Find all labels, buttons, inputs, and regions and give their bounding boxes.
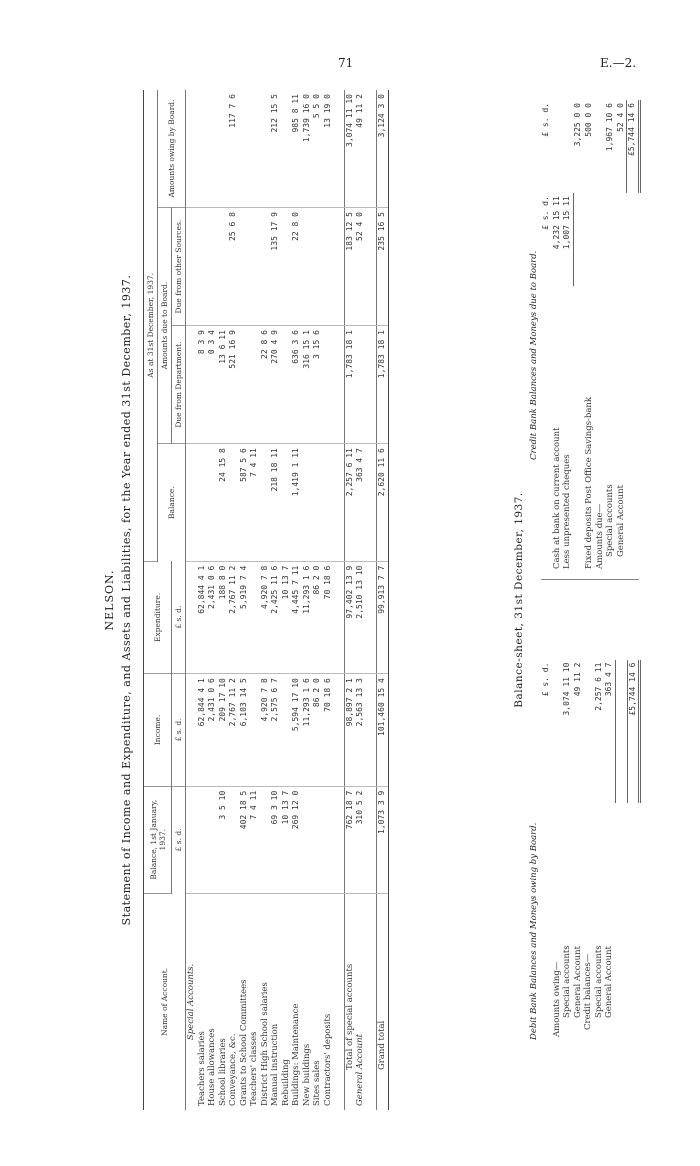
col-expenditure: Expenditure. (144, 561, 172, 674)
statement-title: Statement of Income and Expenditure, and Assets and Liabilities, for the Year ended 31st December, 1937. (120, 274, 133, 926)
owing-general-label: General Account (572, 945, 583, 1018)
cell-other (249, 208, 260, 326)
cell-dept: 1,783 18 1 (344, 326, 355, 444)
debit-table (541, 645, 641, 1040)
cell-owing (281, 90, 292, 208)
col-owing: Amounts owing by Board. (158, 90, 186, 208)
cell-owing: 985 8 11 (291, 90, 302, 208)
unit-label-r2: £ s. d. (541, 103, 550, 137)
cell-balance: 2,257 6 11 (344, 444, 355, 562)
table-row (302, 90, 313, 1110)
table-row (218, 90, 229, 1110)
account-name: Teachers salaries (196, 1031, 207, 1106)
account-name: Conveyance, &c. (228, 1033, 238, 1106)
owing-special-label: Special accounts (562, 945, 572, 1018)
cell-bal: 7 4 11 (249, 786, 260, 893)
fixed-value: 500 0 0 (584, 103, 593, 137)
account-name: Buildings: Maintenance (291, 1003, 301, 1106)
cell-inc: 70 18 6 (323, 674, 334, 787)
account-name: Rebuilding (280, 1059, 291, 1106)
cell-dept (355, 326, 366, 444)
cell-exp: 5,919 7 4 (239, 561, 250, 674)
credit-special-value: 2,257 6 11 (593, 662, 603, 711)
cell-bal: 10 13 7 (281, 786, 292, 893)
cell-inc: 209 17 10 (218, 674, 229, 787)
account-name: Contractors' deposits (322, 1013, 333, 1106)
cell-owing (260, 90, 271, 208)
debit-total: £5,744 14 6 (627, 660, 640, 803)
account-name: Sites sales (312, 1060, 322, 1106)
account-name: General Account (355, 1033, 365, 1106)
cell-balance (207, 444, 218, 562)
credit-table (541, 100, 641, 580)
col-as-at: As at 31st December, 1937. (144, 90, 158, 561)
account-name: New buildings (301, 1043, 312, 1106)
cell-dept (249, 326, 260, 444)
cell-exp: 70 18 6 (323, 561, 334, 674)
cell-other: 22 8 0 (291, 208, 302, 326)
account-name: School libraries (217, 1038, 228, 1106)
credit-balances-label: Credit balances— (583, 953, 593, 1030)
cell-other (239, 208, 250, 326)
cell-inc: 2,575 6 7 (270, 674, 281, 787)
cell-inc: 2,431 0 6 (207, 674, 218, 787)
cell-bal: 310 5 2 (355, 786, 366, 893)
cell-owing: 49 11 2 (355, 90, 366, 208)
cell-balance: 1,419 1 11 (291, 444, 302, 562)
cell-owing: 3,074 11 10 (344, 90, 355, 208)
district-title: NELSON. (103, 569, 116, 631)
due-special-label: Special accounts (605, 484, 615, 557)
series-number: E.—2. (600, 56, 637, 70)
fixed-label: Fixed deposits Post Office Savings-bank (584, 396, 594, 569)
cell-owing (207, 90, 218, 208)
cell-inc: 6,103 14 5 (239, 674, 250, 787)
cell-inc: 5,594 17 10 (291, 674, 302, 787)
cell-bal (197, 786, 208, 893)
cell-dept: 0 3 4 (207, 326, 218, 444)
cash-label: Cash at bank on current account (551, 427, 562, 569)
account-name: Manual instruction (270, 1023, 280, 1106)
table-row (355, 90, 366, 1110)
cell-other (197, 208, 208, 326)
col-due-to-board: Amounts due to Board. (158, 208, 172, 444)
cell-bal: 762 18 7 (344, 786, 355, 893)
table-row (377, 90, 389, 1110)
table-row (228, 90, 239, 1110)
cell-bal (260, 786, 271, 893)
cell-inc (249, 674, 260, 787)
cell-balance: 24 15 8 (218, 444, 229, 562)
cell-bal: 3 5 10 (218, 786, 229, 893)
col-name: Name of Account. (144, 893, 186, 1110)
owing-label: Amounts owing— (551, 961, 562, 1037)
cell-inc: 62,844 4 1 (197, 674, 208, 787)
cell-dept: 521 16 9 (228, 326, 239, 444)
col-balance-start: Balance, 1st January, 1937. (144, 786, 172, 893)
account-name: District High School salaries (259, 982, 270, 1106)
cell-balance (312, 444, 323, 562)
cell-owing: 117 7 6 (228, 90, 239, 208)
account-name: Teachers' classes (249, 1031, 259, 1106)
due-general-value: 52 4 0 (616, 100, 627, 193)
cell-owing: 5 5 0 (312, 90, 323, 208)
cell-exp: 10 13 7 (281, 561, 292, 674)
cell-owing (239, 90, 250, 208)
cell-inc: 2,563 13 3 (355, 674, 366, 787)
cell-other (281, 208, 292, 326)
due-general-label: General Account (615, 484, 626, 557)
col-other: Due from other Sources. (172, 208, 186, 326)
page-number: 71 (338, 56, 354, 70)
debit-subtitle: Debit Bank Balances and Moneys owing by Board. (529, 822, 539, 1040)
cell-owing: 1,739 16 0 (302, 90, 313, 208)
cell-balance: 7 4 11 (249, 444, 260, 562)
cell-exp: 2,425 11 6 (270, 561, 281, 674)
table-row (323, 90, 334, 1110)
cell-owing (197, 90, 208, 208)
cell-dept: 22 8 6 (260, 326, 271, 444)
owing-special-value: 3,074 11 10 (562, 662, 571, 716)
statement-table (143, 90, 389, 1110)
cell-other (312, 208, 323, 326)
cell-owing: 212 15 5 (270, 90, 281, 208)
table-row (207, 90, 218, 1110)
credit-subtitle: Credit Bank Balances and Moneys due to Board. (529, 250, 539, 460)
account-name: Total of special accounts (344, 893, 355, 1110)
cell-exp: 4,920 7 8 (260, 561, 271, 674)
cell-inc: 11,293 1 6 (302, 674, 313, 787)
cell-bal: 69 3 10 (270, 786, 281, 893)
cell-dept: 316 15 1 (302, 326, 313, 444)
cell-other (323, 208, 334, 326)
cell-dept: 1,783 18 1 (377, 326, 389, 444)
cell-balance: 587 5 6 (239, 444, 250, 562)
col-balance: Balance. (158, 444, 186, 562)
unit-inc: £ s. d. (172, 674, 186, 787)
cell-balance: 2,620 11 6 (377, 444, 389, 562)
cell-other (302, 208, 313, 326)
rotated-page-content (95, 80, 655, 1120)
due-label: Amounts due— (594, 503, 605, 569)
cell-dept: 636 3 6 (291, 326, 302, 444)
credit-special-label: Special accounts (593, 945, 604, 1018)
col-income: Income. (144, 674, 172, 787)
table-row (291, 90, 302, 1110)
cell-other: 135 17 9 (270, 208, 281, 326)
cell-bal (312, 786, 323, 893)
balance-sheet-title: Balance-sheet, 31st December, 1937. (513, 492, 525, 708)
table-row (249, 90, 260, 1110)
cell-balance (197, 444, 208, 562)
unit-bal: £ s. d. (172, 786, 186, 893)
special-accounts-label: Special Accounts. (186, 963, 196, 1041)
cell-other: 25 6 8 (228, 208, 239, 326)
cell-dept: 3 15 6 (312, 326, 323, 444)
cell-bal (323, 786, 334, 893)
less-label: Less unpresented cheques (562, 454, 573, 569)
cell-balance (302, 444, 313, 562)
cell-inc: 86 2 0 (312, 674, 323, 787)
cell-exp: 4,445 7 11 (291, 561, 302, 674)
cell-balance (281, 444, 292, 562)
cell-other: 235 16 5 (377, 208, 389, 326)
cell-exp (249, 561, 260, 674)
cell-other (218, 208, 229, 326)
cell-bal: 269 12 0 (291, 786, 302, 893)
cell-dept: 13 6 11 (218, 326, 229, 444)
cell-balance (323, 444, 334, 562)
net-value: 3,225 0 0 (573, 103, 583, 147)
table-row (239, 90, 250, 1110)
cell-bal (228, 786, 239, 893)
cell-bal: 1,073 3 9 (377, 786, 389, 893)
table-row (344, 90, 355, 1110)
cell-bal: 402 18 5 (239, 786, 250, 893)
account-name: Grand total (377, 893, 389, 1110)
cell-exp: 62,844 4 1 (197, 561, 208, 674)
cell-exp: 86 2 0 (312, 561, 323, 674)
cell-exp: 2,767 11 2 (228, 561, 239, 674)
cell-dept (239, 326, 250, 444)
cell-owing (249, 90, 260, 208)
cell-dept (323, 326, 334, 444)
cash-value: 4,232 15 11 (551, 196, 561, 250)
cell-other: 52 4 0 (355, 208, 366, 326)
cell-balance (228, 444, 239, 562)
cell-inc: 2,767 11 2 (228, 674, 239, 787)
table-row (260, 90, 271, 1110)
table-row (270, 90, 281, 1110)
col-dept: Due from Department. (172, 326, 186, 444)
cell-exp: 188 8 0 (218, 561, 229, 674)
cell-exp: 2,431 0 6 (207, 561, 218, 674)
cell-other: 183 12 5 (344, 208, 355, 326)
cell-dept: 270 4 9 (270, 326, 281, 444)
owing-general-value: 49 11 2 (572, 662, 582, 697)
unit-exp: £ s. d. (172, 561, 186, 674)
cell-balance: 218 18 11 (270, 444, 281, 562)
cell-other (260, 208, 271, 326)
cell-owing (218, 90, 229, 208)
cell-inc: 101,460 15 4 (377, 674, 389, 787)
credit-total: £5,744 14 6 (627, 100, 640, 193)
table-row (312, 90, 323, 1110)
cell-balance (260, 444, 271, 562)
table-row (197, 90, 208, 1110)
credit-general-label: General Account (604, 945, 615, 1018)
cell-owing: 3,124 3 0 (377, 90, 389, 208)
cell-balance: 363 4 7 (355, 444, 366, 562)
cell-inc (281, 674, 292, 787)
cell-owing: 13 19 0 (323, 90, 334, 208)
cell-exp: 2,510 13 10 (355, 561, 366, 674)
cell-other (207, 208, 218, 326)
cell-dept (281, 326, 292, 444)
cell-inc: 98,897 2 1 (344, 674, 355, 787)
less-value: 1,007 15 11 (562, 193, 573, 286)
cell-dept: 8 3 9 (197, 326, 208, 444)
cell-bal (207, 786, 218, 893)
table-row (281, 90, 292, 1110)
account-name: Grants to School Committees (238, 979, 249, 1106)
cell-exp: 99,913 7 7 (377, 561, 389, 674)
cell-inc: 4,920 7 8 (260, 674, 271, 787)
cell-bal (302, 786, 313, 893)
due-special-value: 1,967 10 6 (605, 103, 614, 152)
unit-label: £ s. d. (541, 662, 550, 697)
unit-label-r1: £ s. d. (541, 196, 550, 230)
credit-general-value: 363 4 7 (604, 660, 615, 803)
cell-exp: 11,293 1 6 (302, 561, 313, 674)
cell-exp: 97,402 13 9 (344, 561, 355, 674)
account-name: House allowances (207, 1028, 217, 1106)
